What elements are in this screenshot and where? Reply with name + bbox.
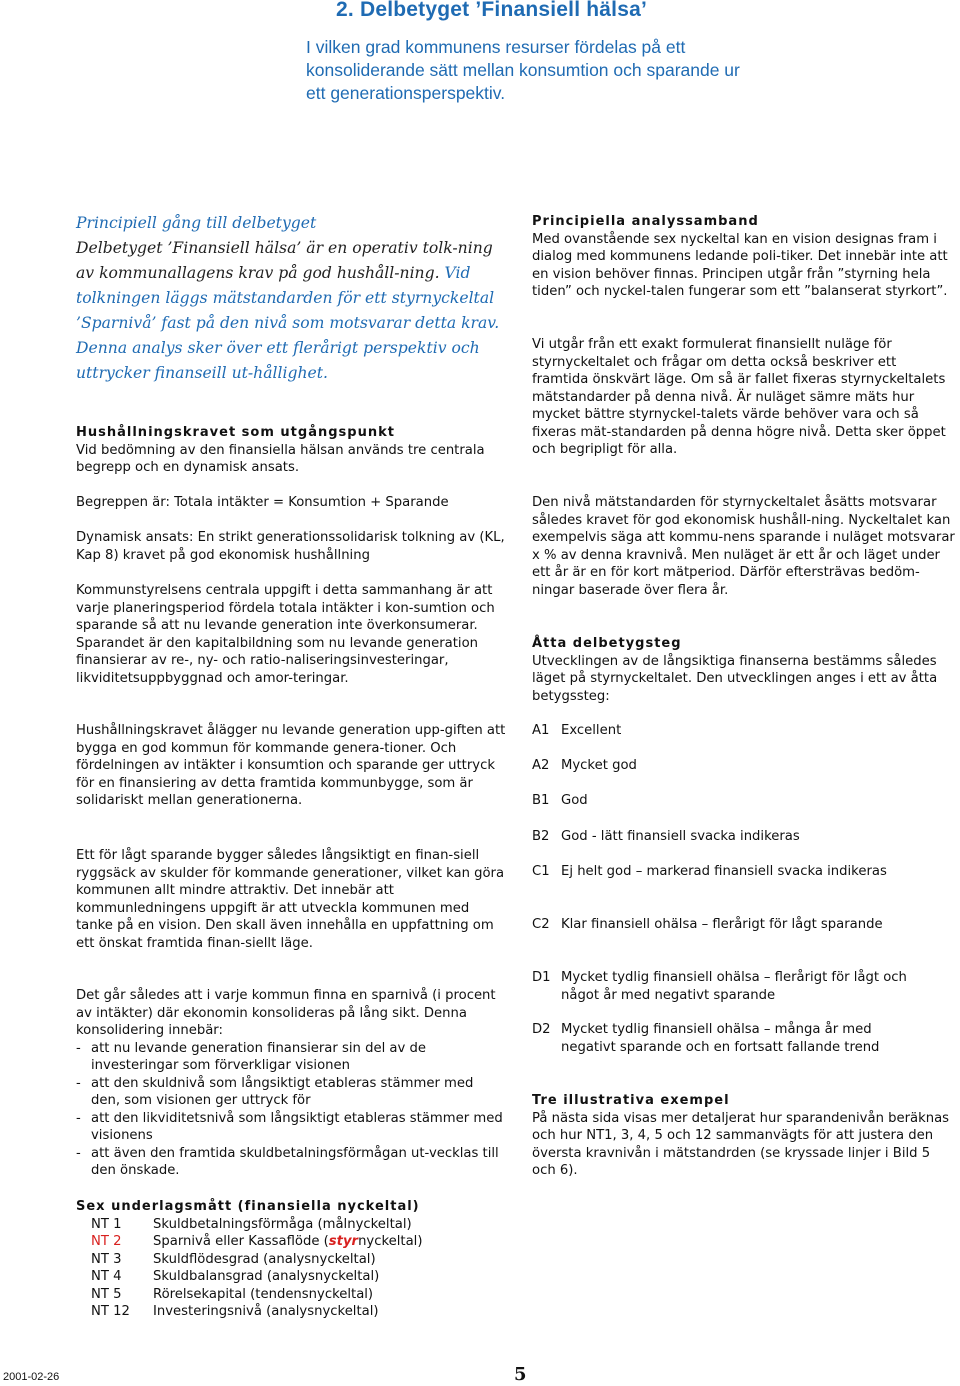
dash-mark: - [76, 1110, 81, 1126]
intro-text-3: Denna analys sker över ett flerårigt perspektiv och uttrycker finanseill ut-hållighet. [76, 339, 480, 382]
grade-code: A1 [532, 723, 550, 738]
intro-heading: Principiell gång till delbetyget [76, 214, 317, 232]
grade-code: A2 [532, 758, 550, 773]
paragraph: Dynamisk ansats: En strikt generationssolidarisk tolkning av (KL, Kap 8) kravet på god ekonomisk hushållning [76, 530, 505, 563]
section-heading: Hushållningskravet som utgångspunkt [76, 425, 395, 440]
nt-text: Skuldbalansgrad (analysnyckeltal) [153, 1269, 380, 1284]
paragraph: Med ovanstående sex nyckeltal kan en vision designas fram i dialog med kommunens ledande poli-tiker. Det innebär inte att en vision behöver finnas. Principen utgår från ”styrning hela tiden” och nyckel-talen fungerar som ett ”balanserat styrkort”. [532, 231, 948, 299]
list-item [76, 1268, 506, 1286]
section-heading: Tre illustrativa exempel [532, 1093, 730, 1108]
grade-code: D1 [532, 970, 551, 985]
grade-text: Klar finansiell ohälsa – flerårigt för lågt sparande [561, 917, 883, 932]
list-item [76, 1216, 506, 1234]
nt-text-part: nyckeltal) [358, 1234, 423, 1249]
right-section-analyssamband [532, 213, 956, 301]
paragraph: Begreppen är: Totala intäkter = Konsumtion + Sparande [76, 495, 449, 510]
nt-code: NT 2 [91, 1234, 122, 1249]
grade-item [532, 792, 956, 810]
grade-item [532, 1021, 912, 1056]
nt-text-emphasis: styr [328, 1234, 359, 1249]
paragraph-block [76, 582, 506, 687]
grade-item [532, 722, 956, 740]
paragraph: Hushållningskravet ålägger nu levande generation upp-giften att bygga en god kommun för kommande genera-tioner. Och fördelningen av intäkter i konsumtion och sparande ger uttryck för en finansiering av detta framtida kommunbygge, som är solidariskt mellan generationerna. [76, 723, 506, 808]
grade-text: Mycket tydlig finansiell ohälsa – flerårigt för lågt och något år med negativt sparande [561, 970, 907, 1003]
list-item [76, 1040, 506, 1075]
nt-code: NT 12 [91, 1304, 130, 1319]
intro-block [76, 211, 506, 386]
grade-item [532, 969, 932, 1004]
grade-item [532, 916, 892, 934]
grade-text: God [561, 793, 588, 808]
grade-code: C1 [532, 864, 550, 879]
section-heading: Principiella analyssamband [532, 214, 759, 229]
nt-text-part: Sparnivå eller Kassaflöde ( [153, 1234, 329, 1249]
grade-item [532, 863, 892, 881]
list-item [76, 1251, 506, 1269]
paragraph: Ett för lågt sparande bygger således långsiktigt en finan-siell ryggsäck av skulder för kommande generationer, vilket kan göra kommunen allt mindre attraktiv. Det innebär att kommunledningens uppgift är att utveckla kommunen med tanke på en vision. Den skall även innehålla en uppfattning om ett önskat framtida finan-siellt läge. [76, 848, 505, 951]
list-item [76, 1303, 506, 1321]
left-section-hushallning [76, 424, 506, 477]
right-section-delbetyg [532, 635, 956, 705]
grade-code: C2 [532, 917, 550, 932]
list-item [76, 1075, 506, 1110]
consolidation-block [76, 987, 506, 1180]
nt-text: Skuldbetalningsförmåga (målnyckeltal) [153, 1216, 412, 1232]
list-item [76, 1233, 506, 1251]
grade-text: Mycket tydlig finansiell ohälsa – många år med negativt sparande och en fortsatt fallande trend [561, 1022, 880, 1055]
grade-text: Excellent [561, 723, 622, 738]
list-item-text: att den likviditetsnivå som långsiktigt etableras stämmer med visionens [91, 1110, 503, 1143]
nt-text: Rörelsekapital (tendensnyckeltal) [153, 1286, 374, 1302]
paragraph: Kommunstyrelsens centrala uppgift i detta sammanhang är att varje planeringsperiod fördela totala intäkter i kon-sumtion och sparande så att nu levande generation inte överkonsumerar. [76, 583, 495, 633]
section-heading: Sex underlagsmått (finansiella nyckeltal) [76, 1199, 420, 1214]
page-subheading: I vilken grad kommunens resurser fördelas på ett konsoliderande sätt mellan konsumtion och sparande ur ett generationsperspektiv. [306, 37, 740, 103]
nt-code: NT 4 [91, 1269, 122, 1284]
grade-text: God - lätt finansiell svacka indikeras [561, 829, 800, 844]
dash-mark: - [76, 1040, 81, 1056]
nt-code: NT 3 [91, 1251, 122, 1267]
paragraph: Sparandet är den kapitalbildning som nu levande generation finansierar av re-, ny- och ratio-naliseringsinvesteringar, likviditetsuppbyggnad och amor-teringar. [76, 635, 479, 686]
intro-text-2: Vid tolkningen läggs mätstandarden för ett styrnyckeltal ’Sparnivå’ fast på den nivå som motsvarar detta krav. [76, 264, 500, 332]
grade-code: D2 [532, 1022, 551, 1037]
grade-text: Mycket god [561, 758, 637, 773]
grade-code: B2 [532, 829, 550, 844]
list-item [76, 1110, 506, 1145]
list-item-text: att även den framtida skuldbetalningsförmågan ut-vecklas till den önskade. [91, 1145, 499, 1178]
nt-code: NT 5 [91, 1286, 122, 1302]
grade-item [532, 757, 956, 775]
paragraph: Vi utgår från ett exakt formulerat finansiellt nuläge för styrnyckeltalet och frågar om detta också beskriver ett framtida önskvärt läge. Om så är fallet fixeras styrnyckeltalets mätstandarder på denna nivå. Är nuläget sämre mäts hur mycket bättre styrnyckel-talets värde behöver vara och så fixeras mät-standarden på denna högre nivå. Detta sker öppet och begripligt för alla. [532, 337, 946, 457]
paragraph: Den nivå mätstandarden för styrnyckeltalet åsätts motsvarar således kravet för god ekonomisk hushåll-ning. Nyckeltalet kan exempelvis säga att kommu-nens sparande i nuläget motsvarar x % av denna kravnivå. Men nuläget är ett år och läget under ett år är en för kort mätperiod. Därför eftersträvas bedöm-ningar baserade över flera år. [532, 495, 955, 598]
grade-text: Ej helt god – markerad finansiell svacka indikeras [561, 864, 887, 879]
grade-code: B1 [532, 793, 550, 808]
nt-text: Skuldflödesgrad (analysnyckeltal) [153, 1251, 376, 1267]
list-item [76, 1286, 506, 1304]
nyckeltal-section [76, 1198, 506, 1321]
nt-text: Investeringsnivå (analysnyckeltal) [153, 1304, 379, 1319]
intro-text-1: Delbetyget ’Finansiell hälsa’ är en operativ tolk-ning av kommunallagens krav på god hushåll-ning. [76, 239, 493, 282]
paragraph: Vid bedömning av den finansiella hälsan används tre centrala begrepp och en dynamisk ansats. [76, 442, 485, 475]
nt-code: NT 1 [91, 1216, 122, 1232]
list-item-text: att nu levande generation finansierar sin del av de investeringar som förverkligar visionen [91, 1040, 426, 1073]
dash-mark: - [76, 1145, 81, 1161]
section-heading: Åtta delbetygsteg [532, 636, 682, 651]
dash-mark: - [76, 1075, 81, 1091]
page-number: 5 [514, 1364, 527, 1385]
list-item-text: att den skuldnivå som långsiktigt etableras stämmer med den, som visionen ger uttryck för [91, 1075, 474, 1108]
right-section-exempel [532, 1092, 956, 1180]
grade-item [532, 828, 956, 846]
paragraph: På nästa sida visas mer detaljerat hur sparandenivån beräknas och hur NT1, 3, 4, 5 och 12 sammanvägts för att justera den översta kravnivån i mätstandrden (se kryssade linjer i Bild 5 och 6). [532, 1110, 950, 1178]
nt-text [153, 1233, 422, 1251]
page-heading: 2. Delbetyget ’Finansiell hälsa’ [336, 0, 648, 21]
paragraph: Det går således att i varje kommun finna en sparnivå (i procent av intäkter) där ekonomin konsolideras på lång sikt. Denna konsolidering innebär: [76, 988, 496, 1038]
footer-date: 2001-02-26 [3, 1371, 60, 1383]
paragraph: Utvecklingen av de långsiktiga finanserna bestämms således läget på styrnyckeltalet. Den utvecklingen anges i ett av åtta betygssteg: [532, 653, 938, 704]
list-item [76, 1145, 506, 1180]
